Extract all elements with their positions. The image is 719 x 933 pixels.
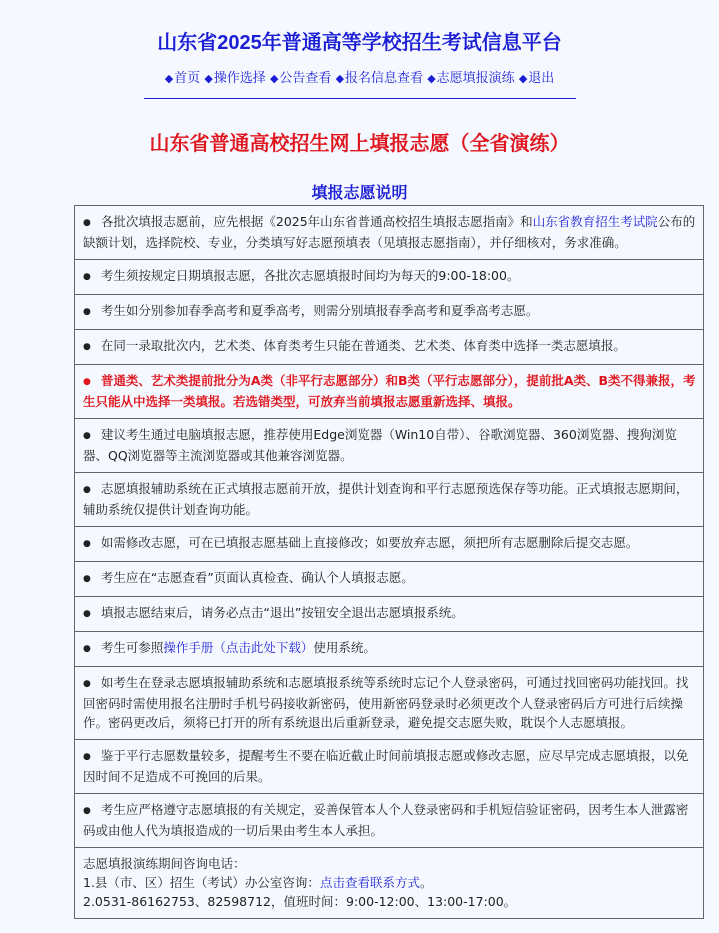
contact-heading: 志愿填报演练期间咨询电话： bbox=[83, 856, 246, 871]
diamond-icon: ◆ bbox=[164, 72, 174, 85]
bullet-icon: ● bbox=[83, 307, 91, 317]
note-item: ● 在同一录取批次内，艺术类、体育类考生只能在普通类、艺术类、体育类中选择一类志愿填报。 bbox=[75, 330, 704, 365]
site-title: 山东省2025年普通高等学校招生考试信息平台 bbox=[157, 32, 562, 54]
nav-operation-select[interactable]: ◆操作选择 bbox=[204, 71, 266, 86]
table-row bbox=[75, 562, 704, 597]
bullet-icon: ● bbox=[83, 574, 91, 584]
bullet-icon: ● bbox=[83, 377, 91, 387]
table-row bbox=[75, 260, 704, 295]
note-item: ● 考生应严格遵守志愿填报的有关规定，妥善保管本人个人登录密码和手机短信验证密码，因考生本人泄露密码或由他人代为填报造成的一切后果由考生本人承担。 bbox=[75, 794, 704, 848]
note-item: ● 考生可参照操作手册（点击此处下载）使用系统。 bbox=[75, 632, 704, 667]
bullet-icon: ● bbox=[83, 806, 91, 816]
table-row bbox=[75, 632, 704, 667]
table-row bbox=[75, 365, 704, 419]
diamond-icon: ◆ bbox=[335, 72, 345, 85]
note-item: ● 志愿填报辅助系统在正式填报志愿前开放，提供计划查询和平行志愿预选保存等功能。正式填报志愿期间，辅助系统仅提供计划查询功能。 bbox=[75, 473, 704, 527]
header-divider bbox=[144, 98, 576, 99]
exam-authority-link[interactable]: 山东省教育招生考试院 bbox=[532, 214, 658, 229]
site-header bbox=[0, 0, 719, 99]
contact-line-2: 2.0531-86162753、82598712，值班时间：9:00-12:00、13:00-17:00。 bbox=[83, 894, 517, 909]
note-item: ● 考生须按规定日期填报志愿，各批次志愿填报时间均为每天的9:00-18:00。 bbox=[75, 260, 704, 295]
table-row bbox=[75, 330, 704, 365]
table-row bbox=[75, 527, 704, 562]
bullet-icon: ● bbox=[83, 272, 91, 282]
bullet-icon: ● bbox=[83, 539, 91, 549]
nav-announcements[interactable]: ◆公告查看 bbox=[269, 71, 332, 86]
table-row bbox=[75, 473, 704, 527]
diamond-icon: ◆ bbox=[204, 72, 213, 85]
bullet-icon: ● bbox=[83, 752, 91, 762]
nav-application-drill[interactable]: ◆志愿填报演练 bbox=[427, 71, 515, 86]
table-row bbox=[75, 794, 704, 848]
instructions-table bbox=[74, 205, 704, 919]
table-row bbox=[75, 667, 704, 740]
bullet-icon: ● bbox=[83, 609, 91, 619]
table-row bbox=[75, 597, 704, 632]
bullet-icon: ● bbox=[83, 218, 91, 228]
bullet-icon: ● bbox=[83, 431, 91, 441]
bullet-icon: ● bbox=[83, 485, 91, 495]
contact-line-1: 1.县（市、区）招生（考试）办公室咨询：点击查看联系方式。 bbox=[83, 875, 433, 890]
bullet-icon: ● bbox=[83, 644, 91, 654]
note-item: ● 建议考生通过电脑填报志愿，推荐使用Edge浏览器（Win10自带）、谷歌浏览器、360浏览器、搜狗浏览器、QQ浏览器等主流浏览器或其他兼容浏览器。 bbox=[75, 419, 704, 473]
note-item: ● 填报志愿结束后，请务必点击“退出”按钮安全退出志愿填报系统。 bbox=[75, 597, 704, 632]
note-item-warning: ● 普通类、艺术类提前批分为A类（非平行志愿部分）和B类（平行志愿部分），提前批A类、B类不得兼报，考生只能从中选择一类填报。若选错类型，可放弃当前填报志愿重新选择、填报。 bbox=[75, 365, 704, 419]
note-item: ● 鉴于平行志愿数量较多，提醒考生不要在临近截止时间前填报志愿或修改志愿，应尽早完成志愿填报，以免因时间不足造成不可挽回的后果。 bbox=[75, 740, 704, 794]
note-item: ● 如需修改志愿，可在已填报志愿基础上直接修改；如要放弃志愿，须把所有志愿删除后提交志愿。 bbox=[75, 527, 704, 562]
nav-registration-info[interactable]: ◆报名信息查看 bbox=[335, 71, 424, 86]
note-item: ● 考生如分别参加春季高考和夏季高考，则需分别填报春季高考和夏季高考志愿。 bbox=[75, 295, 704, 330]
contact-details-link[interactable]: 点击查看联系方式 bbox=[319, 875, 420, 890]
top-nav bbox=[0, 67, 719, 86]
table-row bbox=[75, 206, 704, 260]
note-item: ● 考生应在“志愿查看”页面认真检查、确认个人填报志愿。 bbox=[75, 562, 704, 597]
bullet-icon: ● bbox=[83, 342, 91, 352]
nav-home[interactable]: ◆首页 bbox=[164, 71, 201, 86]
bullet-icon: ● bbox=[83, 679, 91, 689]
manual-download-link[interactable]: 操作手册（点击此处下载） bbox=[163, 640, 314, 655]
page-title: 山东省普通高校招生网上填报志愿（全省演练） bbox=[149, 131, 570, 155]
section-title: 填报志愿说明 bbox=[311, 183, 408, 202]
diamond-icon: ◆ bbox=[518, 72, 528, 85]
note-item: ● 各批次填报志愿前，应先根据《2025年山东省普通高校招生填报志愿指南》和山东省教育招生考试院公布的缺额计划，选择院校、专业，分类填写好志愿预填表（见填报志愿指南），并仔细核对，务求准确。 bbox=[75, 206, 704, 260]
diamond-icon: ◆ bbox=[427, 72, 436, 85]
table-row bbox=[75, 848, 704, 919]
table-row bbox=[75, 295, 704, 330]
table-row bbox=[75, 740, 704, 794]
table-row bbox=[75, 419, 704, 473]
contact-info bbox=[75, 848, 704, 919]
diamond-icon: ◆ bbox=[269, 72, 279, 85]
nav-logout[interactable]: ◆退出 bbox=[518, 71, 555, 86]
note-item: ● 如考生在登录志愿填报辅助系统和志愿填报系统等系统时忘记个人登录密码，可通过找回密码功能找回。找回密码时需使用报名注册时手机号码接收新密码，使用新密码登录时必须更改个人登录密码后方可进行后续操作。密码更改后，须将已打开的所有系统退出后重新登录，避免提交志愿失败，耽误个人志愿填报。 bbox=[75, 667, 704, 740]
